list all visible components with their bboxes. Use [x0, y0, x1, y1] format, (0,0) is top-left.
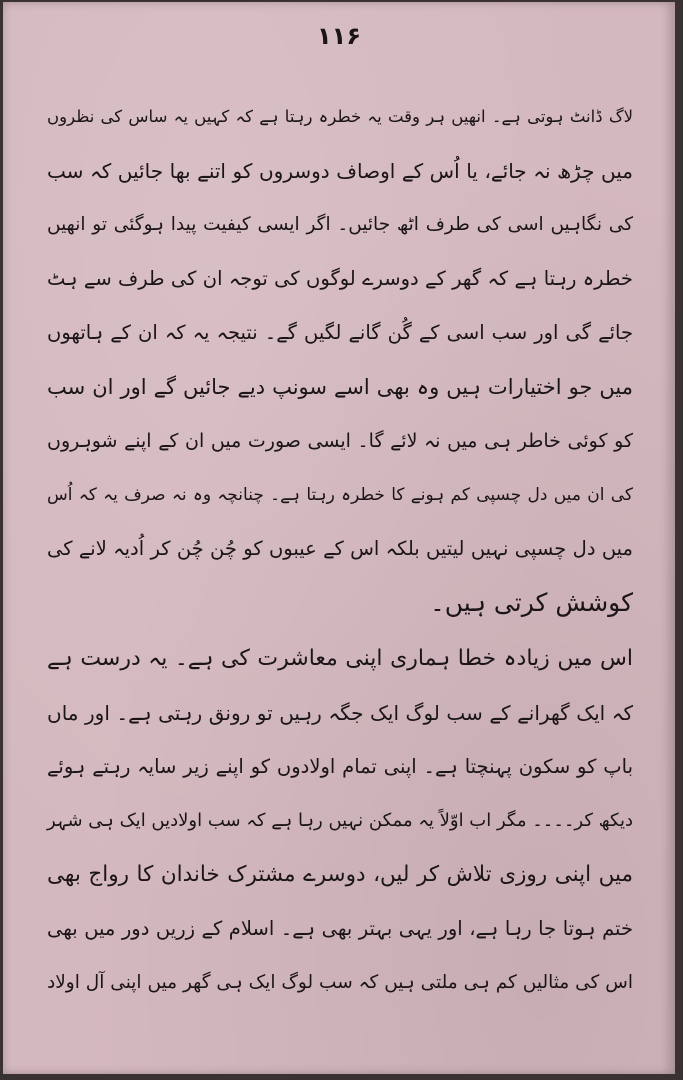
text-line: اس کی مثالیں کم ہی ملتی ہیں کہ سب لوگ ایک ہی گھر میں اپنی آل اولاد: [47, 972, 633, 993]
text-line: کو کوئی خاطر ہی میں نہ لائے گا۔ ایسی صورت میں ان کے اپنے شوہروں: [47, 430, 633, 452]
text-line: میں جو اختیارات ہیں وہ بھی اسے سونپ دیے جائیں گے اور ان سب: [47, 375, 633, 399]
text-line: کہ ایک گھرانے کے سب لوگ ایک جگہ رہیں تو رونق رہتی ہے۔ اور ماں: [47, 701, 633, 725]
text-line: کی نگاہیں اسی کی طرف اٹھ جائیں۔ اگر ایسی کیفیت پیدا ہوگئی تو انھیں: [47, 214, 633, 235]
text-line: جائے گی اور سب اسی کے گُن گانے لگیں گے۔ نتیجہ یہ کہ ان کے ہاتھوں: [47, 321, 633, 344]
text-line: میں چڑھ نہ جائے، یا اُس کے اوصاف دوسروں کو اتنے بھا جائیں کہ سب: [47, 159, 633, 183]
text-line: کی ان میں دل چسپی کم ہونے کا خطرہ رہتا ہے۔ چنانچہ وہ نہ صرف یہ کہ اُس: [47, 485, 633, 505]
text-line: دیکھ کر۔۔۔۔ مگر اب اوّلاً یہ ممکن نہیں رہا ہے کہ سب اولادیں ایک ہی شہر: [47, 810, 633, 831]
text-line: لاگ ڈانٹ ہوتی ہے۔ انھیں ہر وقت یہ خطرہ رہتا ہے کہ کہیں یہ ساس کی نظروں: [47, 107, 633, 126]
text-line: میں دل چسپی نہیں لیتیں بلکہ اس کے عیبوں کو چُن چُن کر اُدیہ لانے کی: [47, 537, 633, 560]
text-line: باپ کو سکون پہنچتا ہے۔ اپنی تمام اولادوں کو اپنے زیر سایہ رہتے ہوئے: [47, 755, 633, 778]
text-line: میں اپنی روزی تلاش کر لیں، دوسرے مشترک خاندان کا رواج بھی: [47, 862, 633, 887]
text-line: کوشش کرتی ہیں۔: [430, 588, 633, 617]
text-line: ختم ہوتا جا رہا ہے، اور یہی بہتر بھی ہے۔ اسلام کے زریں دور میں بھی: [47, 917, 633, 940]
book-page: [3, 2, 675, 1074]
paragraph-2: [47, 632, 633, 1010]
text-line: اس میں زیادہ خطا ہماری اپنی معاشرت کی ہے۔ یہ درست ہے: [47, 646, 633, 671]
paragraph-1: [47, 90, 633, 630]
text-line: خطرہ رہتا ہے کہ گھر کے دوسرے لوگوں کی توجہ ان کی طرف سے ہٹ: [47, 267, 633, 290]
page-number: ۱۱۶: [317, 22, 361, 50]
